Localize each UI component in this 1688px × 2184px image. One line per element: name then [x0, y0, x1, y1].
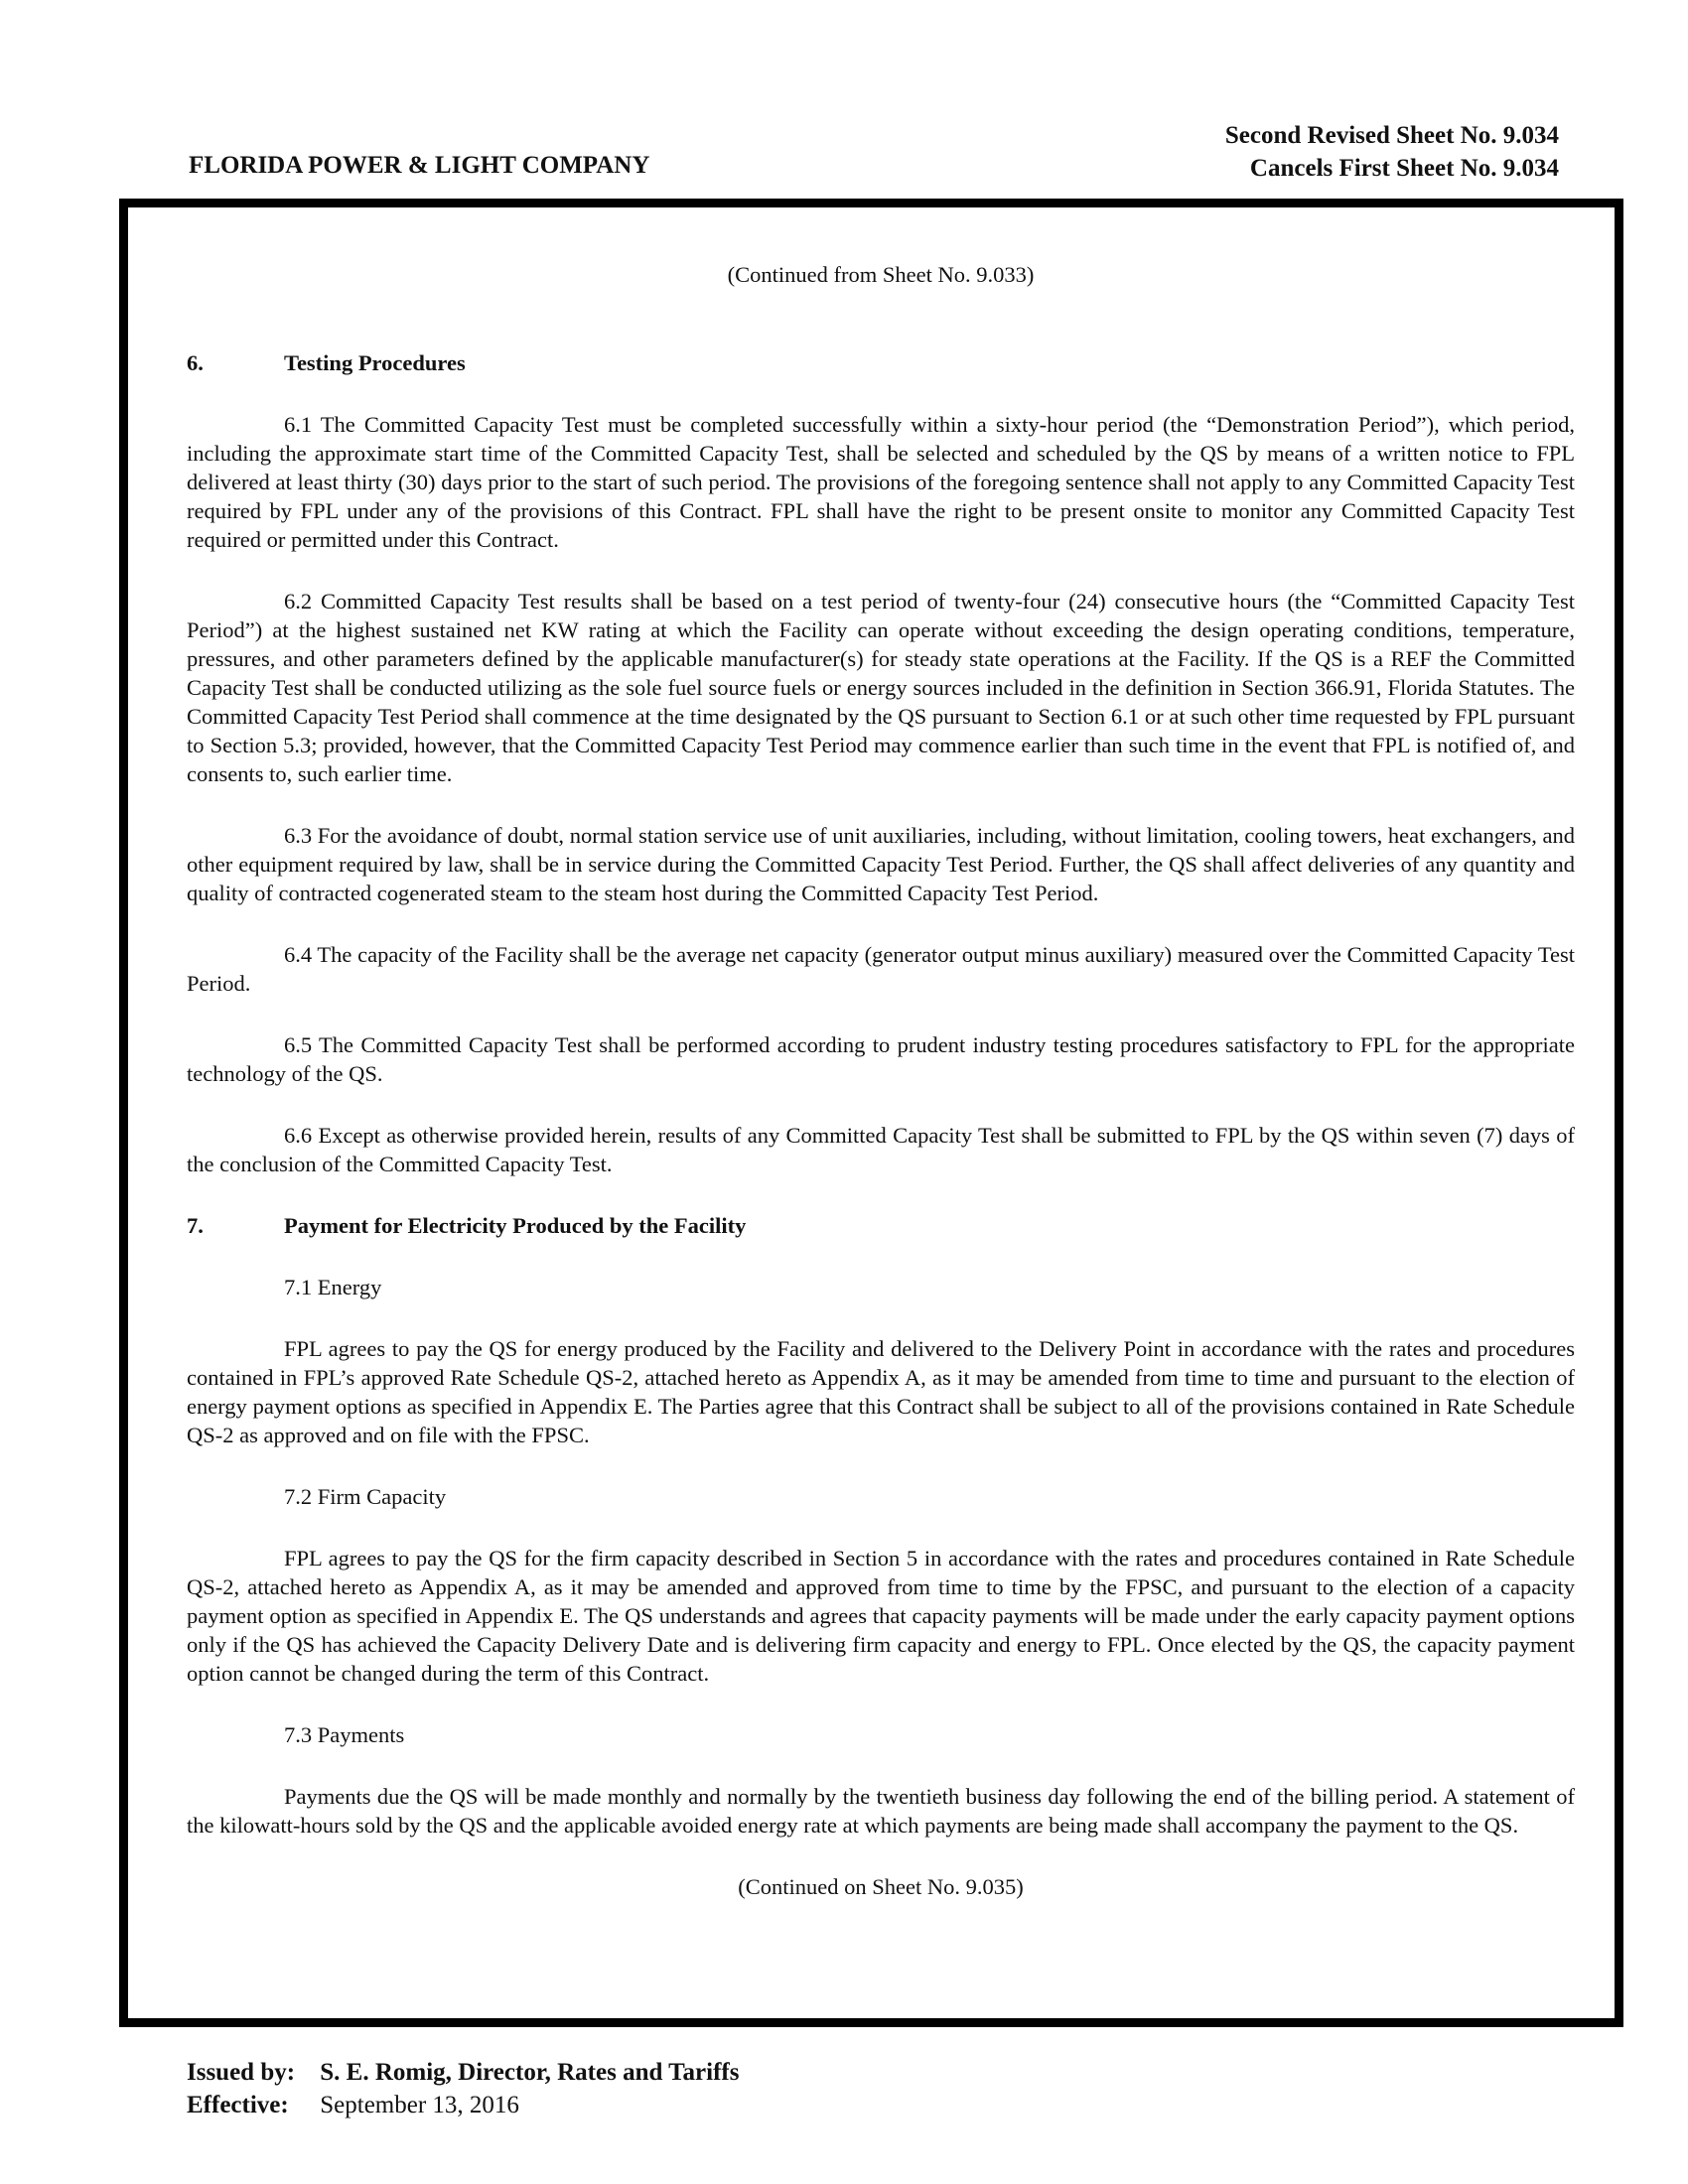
- paragraph-6-3: 6.3 For the avoidance of doubt, normal station service use of unit auxiliaries, including, without limitation, cooling towers, heat exchangers, and other equipment required by law, shall be in service during the Committed Capacity Test Period. Further, the QS shall affect deliveries of any quantity and quality of contracted cogenerated steam to the steam host during the Committed Capacity Test Period.: [187, 823, 1575, 905]
- effective-label: Effective:: [187, 2092, 289, 2118]
- issued-value: S. E. Romig, Director, Rates and Tariffs: [320, 2059, 740, 2086]
- section-title: Testing Procedures: [284, 350, 466, 375]
- subsection-7-3: 7.3 Payments: [284, 1722, 405, 1747]
- paragraph-6-1: 6.1 The Committed Capacity Test must be completed successfully within a sixty-hour period (the “Demonstration Period”), which period, including the approximate start time of the Committed Capacity Test, shall be selected and scheduled by the QS by means of a written notice to FPL delivered at least thirty (30) days prior to the start of such period. The provisions of the foregoing sentence shall not apply to any Committed Capacity Test required by FPL under any of the provisions of this Contract. FPL shall have the right to be present onsite to monitor any Committed Capacity Test required or permitted under this Contract.: [187, 412, 1575, 552]
- paragraph-6-5: 6.5 The Committed Capacity Test shall be performed according to prudent industry testing procedures satisfactory to FPL for the appropriate technology of the QS.: [187, 1032, 1575, 1086]
- issued-label: Issued by:: [187, 2059, 296, 2086]
- paragraph-6-6: 6.6 Except as otherwise provided herein, results of any Committed Capacity Test shall be submitted to FPL by the QS within seven (7) days of the conclusion of the Committed Capacity Test.: [187, 1123, 1575, 1176]
- section-7-heading: [187, 1211, 1575, 1240]
- subsection-7-1: 7.1 Energy: [284, 1275, 382, 1299]
- effective-date: [187, 2089, 739, 2121]
- sheet-number: Second Revised Sheet No. 9.034: [1224, 122, 1559, 149]
- paragraph-7-3: Payments due the QS will be made monthly and normally by the twentieth business day following the end of the billing period. A statement of the kilowatt-hours sold by the QS and the applicable avoided energy rate at which payments are being made shall accompany the payment to the QS.: [187, 1784, 1575, 1838]
- paragraph-7-2: FPL agrees to pay the QS for the firm capacity described in Section 5 in accordance with the rates and procedures contained in Rate Schedule QS-2, attached hereto as Appendix A, as it may be amended and approved from time to time by the FPSC, and pursuant to the election of a capacity payment option as specified in Appendix E. The QS understands and agrees that capacity payments will be made under the early capacity payment options only if the QS has achieved the Capacity Delivery Date and is delivering firm capacity and energy to FPL. Once elected by the QS, the capacity payment option cannot be changed during the term of this Contract.: [187, 1546, 1575, 1686]
- section-6-heading: [187, 348, 1575, 377]
- section-title: Payment for Electricity Produced by the Facility: [284, 1213, 747, 1238]
- cancels-sheet: Cancels First Sheet No. 9.034: [1249, 155, 1559, 182]
- section-number: 7.: [187, 1213, 204, 1238]
- paragraph-6-2: 6.2 Committed Capacity Test results shall be based on a test period of twenty-four (24) consecutive hours (the “Committed Capacity Test Period”) at the highest sustained net KW rating at which the Facility can operate without exceeding the design operating conditions, temperature, pressures, and other parameters defined by the applicable manufacturer(s) for steady state operations at the Facility. If the QS is a REF the Committed Capacity Test shall be conducted utilizing as the sole fuel source fuels or energy sources included in the definition in Section 366.91, Florida Statutes. The Committed Capacity Test Period shall commence at the time designated by the QS pursuant to Section 6.1 or at such other time requested by FPL pursuant to Section 5.3; provided, however, that the Committed Capacity Test Period may commence earlier than such time in the event that FPL is notified of, and consents to, such earlier time.: [187, 589, 1575, 786]
- subsection-7-2: 7.2 Firm Capacity: [284, 1484, 447, 1509]
- section-number: 6.: [187, 350, 204, 375]
- sheet-info: [1225, 119, 1559, 185]
- effective-value: September 13, 2016: [320, 2092, 519, 2118]
- continued-on: (Continued on Sheet No. 9.035): [738, 1874, 1024, 1899]
- continued-from: (Continued from Sheet No. 9.033): [727, 262, 1035, 287]
- issued-by: [187, 2056, 739, 2089]
- footer: [187, 2056, 739, 2121]
- paragraph-6-4: 6.4 The capacity of the Facility shall be the average net capacity (generator output minus auxiliary) measured over the Committed Capacity Test Period.: [187, 942, 1575, 996]
- paragraph-7-1: FPL agrees to pay the QS for energy produced by the Facility and delivered to the Delivery Point in accordance with the rates and procedures contained in FPL’s approved Rate Schedule QS-2, attached hereto as Appendix A, as it may be amended from time to time and pursuant to the election of energy payment options as specified in Appendix E. The Parties agree that this Contract shall be subject to all of the provisions contained in Rate Schedule QS-2 as approved and on file with the FPSC.: [187, 1336, 1575, 1447]
- company-name: FLORIDA POWER & LIGHT COMPANY: [189, 152, 650, 179]
- document-body: [187, 260, 1575, 1901]
